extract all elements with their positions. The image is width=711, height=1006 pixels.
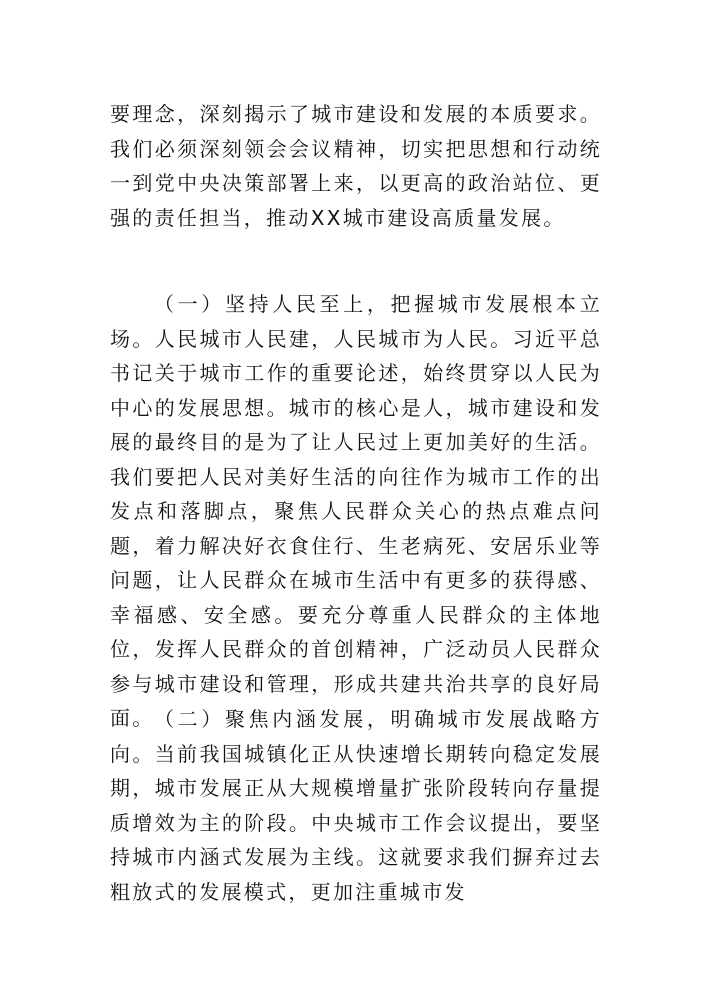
paragraph-people-first: （一）坚持人民至上，把握城市发展根本立场。人民城市人民建，人民城市为人民。习近平总书记关于城市工作的重要论述，始终贯穿以人民为中心的发展思想。城市的核心是人，城市建设和发展的最终目的是为了让人民过上更加美好的生活。我们要把人民对美好生活的向往作为城市工作的出发点和落脚点，聚焦人民群众关心的热点难点问题，着力解决好衣食住行、生老病死、安居乐业等问题，让人民群众在城市生活中有更多的获得感、幸福感、安全感。要充分尊重人民群众的主体地位，发挥人民群众的首创精神，广泛动员人民群众参与城市建设和管理，形成共建共治共享的良好局面。 <box>110 292 602 730</box>
paragraph-intro: 要理念，深刻揭示了城市建设和发展的本质要求。我们必须深刻领会会议精神，切实把思想和行动统一到党中央决策部署上来，以更高的政治站位、更强的责任担当，推动XX城市建设高质量发展。 <box>110 102 602 230</box>
paragraph-connotative-development: （二）聚焦内涵发展，明确城市发展战略方向。当前我国城镇化正从快速增长期转向稳定发展期，城市发展正从大规模增量扩张阶段转向存量提质增效为主的阶段。中央城市工作会议提出，要坚持城市内涵式发展为主线。这就要求我们摒弃过去粗放式的发展模式，更加注重城市发 <box>110 707 602 904</box>
